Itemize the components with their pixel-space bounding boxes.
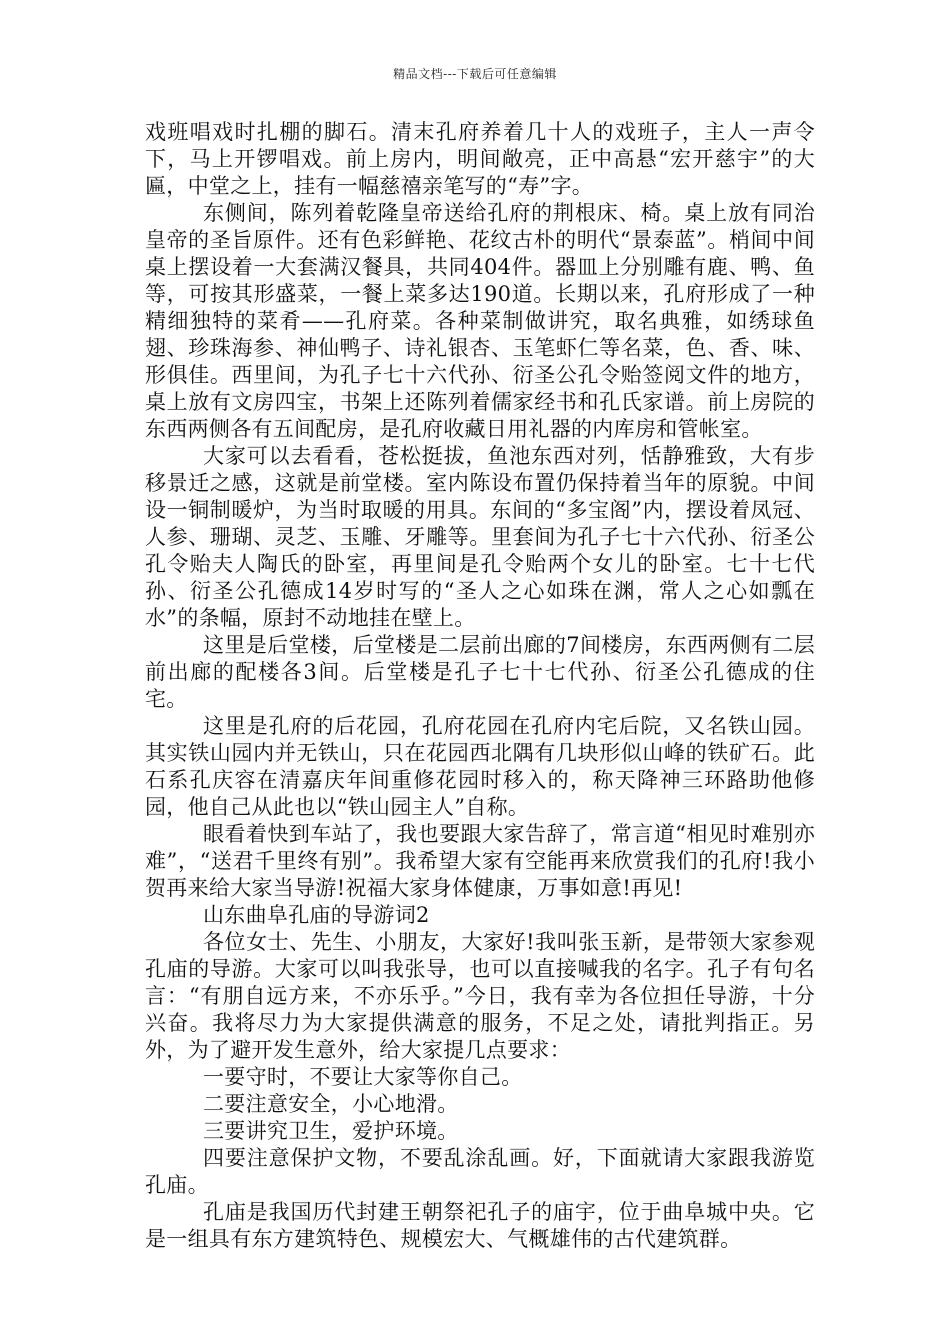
list-item: 三要讲究卫生，爱护环境。 bbox=[203, 1119, 459, 1143]
paragraph: 大家可以去看看，苍松挺拔，鱼池东西对列，恬静雅致，大有步移景迁之感，这就是前堂楼。室内陈设布置仍保持着当年的原貌。中间设一铜制暖炉，为当时取暖的用具。东间的“多宝阁”内，摆设着凤冠、人参、珊瑚、灵芝、玉雕、牙雕等。里套间为孔子七十六代孙、衍圣公孔令贻夫人陶氏的卧室，再里间是孔令贻两个女儿的卧室。七十七代孙、衍圣公孔德成14岁时写的“圣人之心如珠在渊，常人之心如瓢在水”的条幅，原封不动地挂在壁上。 bbox=[145, 444, 815, 630]
paragraph: 这里是孔府的后花园，孔府花园在孔府内宅后院，又名铁山园。其实铁山园内并无铁山，只在花园西北隅有几块形似山峰的铁矿石。此石系孔庆容在清嘉庆年间重修花园时移入的，称天降神三环路助他修园，他自己从此也以“铁山园主人”自称。 bbox=[145, 714, 815, 819]
paragraph: 各位女士、先生、小朋友，大家好!我叫张玉新，是带领大家参观孔庙的导游。大家可以叫我张导，也可以直接喊我的名字。孔子有句名言：“有朋自远方来，不亦乐乎。”今日，我有幸为各位担任导游，十分兴奋。我将尽力为大家提供满意的服务，不足之处，请批判指正。另外，为了避开发生意外，给大家提几点要求： bbox=[145, 930, 815, 1062]
paragraph: 孔庙是我国历代封建王朝祭祀孔子的庙宇，位于曲阜城中央。它是一组具有东方建筑特色、规模宏大、气概雄伟的古代建筑群。 bbox=[145, 1200, 815, 1251]
paragraph: 眼看着快到车站了，我也要跟大家告辞了，常言道“相见时难别亦难”，“送君千里终有别”。我希望大家有空能再来欣赏我们的孔府!我小贺再来给大家当导游!祝福大家身体健康，万事如意!再见! bbox=[145, 822, 815, 900]
document-body bbox=[145, 119, 815, 1253]
list-item: 四要注意保护文物，不要乱涂乱画。好，下面就请大家跟我游览孔庙。 bbox=[145, 1146, 815, 1197]
paragraph: 这里是后堂楼，后堂楼是二层前出廊的7间楼房，东西两侧有二层前出廊的配楼各3间。后堂楼是孔子七十七代孙、衍圣公孔德成的住宅。 bbox=[145, 633, 815, 711]
paragraph: 东侧间，陈列着乾隆皇帝送给孔府的荆根床、椅。桌上放有同治皇帝的圣旨原件。还有色彩鲜艳、花纹古朴的明代“景泰蓝”。梢间中间桌上摆设着一大套满汉餐具，共同404件。器皿上分别雕有鹿、鸭、鱼等，可按其形盛菜，一餐上菜多达190道。长期以来，孔府形成了一种精细独特的菜肴——孔府菜。各种菜制做讲究，取名典雅，如绣球鱼翅、珍珠海参、神仙鸭子、诗礼银杏、玉笔虾仁等名菜，色、香、味、形俱佳。西里间，为孔子七十六代孙、衍圣公孔令贻签阅文件的地方，桌上放有文房四宝，书架上还陈列着儒家经书和孔氏家谱。前上房院的东西两侧各有五间配房，是孔府收藏日用礼器的内库房和管帐室。 bbox=[145, 201, 815, 441]
paragraph: 戏班唱戏时扎棚的脚石。清末孔府养着几十人的戏班子，主人一声令下，马上开锣唱戏。前上房内，明间敞亮，正中高悬“宏开慈宇”的大匾，中堂之上，挂有一幅慈禧亲笔写的“寿”字。 bbox=[145, 120, 815, 198]
section-title: 山东曲阜孔庙的导游词2 bbox=[203, 903, 430, 927]
list-item: 一要守时，不要让大家等你自己。 bbox=[203, 1065, 523, 1089]
page-header: 精品文档---下载后可任意编辑 bbox=[393, 67, 557, 81]
list-item: 二要注意安全，小心地滑。 bbox=[203, 1092, 459, 1116]
